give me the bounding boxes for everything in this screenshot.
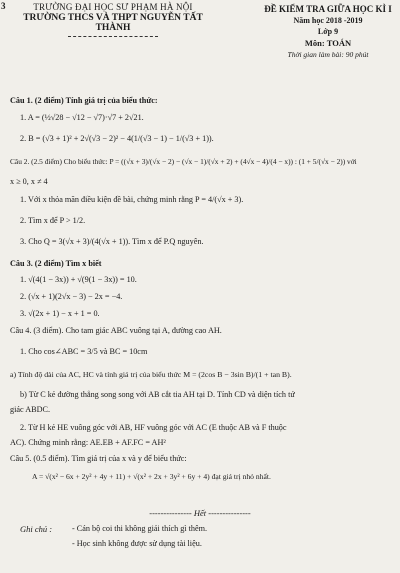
- grade-label: Lớp 9: [317, 27, 339, 36]
- question-2-condition: x ≥ 0, x ≠ 4: [10, 177, 48, 186]
- question-2-part-3: 3. Cho Q = 3(√x + 3)/(4(√x + 1)). Tìm x để P.Q nguyên.: [20, 237, 204, 246]
- question-2-title: Câu 2. (2.5 điểm) Cho biểu thức: P = ((√x + 3)/(√x − 2) − (√x − 1)/(√x + 2) + (4√x − 4)/(4 − x)) : (1 + 5/(√x − 2)) với: [10, 157, 357, 166]
- question-4-title: Câu 4. (3 điểm). Cho tam giác ABC vuông tại A, đường cao AH.: [10, 326, 222, 335]
- question-4-part-1b-cont: giác ABDC.: [10, 405, 51, 414]
- duration-label: Thời gian làm bài: 90 phút: [287, 50, 369, 59]
- question-4-part-1a: a) Tính độ dài của AC, HC và tính giá trị của biểu thức M = (2cos B − 3sin B)/(1 + tan B).: [10, 370, 292, 379]
- question-2-part-2: 2. Tìm x để P > 1/2.: [20, 216, 86, 225]
- exam-header: [258, 4, 398, 59]
- question-5-expression: A = √(x² − 6x + 2y² + 4y + 11) + √(x² + 2x + 3y² + 6y + 4) đạt giá trị nhỏ nhất.: [32, 472, 271, 481]
- corner-mark: 3: [1, 1, 6, 11]
- question-3-part-2: 2. (√x + 1)(2√x − 3) − 2x = −4.: [20, 292, 123, 301]
- school-header: [8, 2, 218, 37]
- question-5-title: Câu 5. (0.5 điểm). Tìm giá trị của x và y để biểu thức:: [10, 454, 187, 463]
- question-4-part-1b: b) Từ C kẻ đường thẳng song song với AB cắt tia AH tại D. Tính CD và diện tích tứ: [20, 390, 295, 399]
- university-name: TRƯỜNG ĐẠI HỌC SƯ PHẠM HÀ NỘI: [33, 2, 193, 12]
- exam-title: ĐỀ KIỂM TRA GIỮA HỌC KÌ I: [264, 4, 392, 14]
- note-item: - Học sinh không được sử dụng tài liệu.: [72, 539, 202, 548]
- end-marker: --------------- Hết ---------------: [149, 508, 251, 518]
- question-3-part-1: 1. √(4(1 − 3x)) + √(9(1 − 3x)) = 10.: [20, 275, 137, 284]
- note-item: - Cán bộ coi thi không giải thích gì thêm.: [72, 524, 208, 533]
- question-4-part-1: 1. Cho cos∠ABC = 3/5 và BC = 10cm: [20, 347, 148, 356]
- question-1-title: Câu 1. (2 điểm) Tính giá trị của biểu thức:: [10, 96, 158, 105]
- question-1-part-2: 2. B = (√3 + 1)² + 2√(√3 − 2)² − 4(1/(√3 − 1) − 1/(√3 + 1)).: [20, 134, 214, 143]
- question-2-part-1: 1. Với x thỏa mãn điều kiện đề bài, chứng minh rằng P = 4/(√x + 3).: [20, 195, 244, 204]
- notes-label: Ghi chú :: [20, 524, 53, 534]
- school-name: TRƯỜNG THCS VÀ THPT NGUYỄN TẤT THÀNH: [23, 13, 203, 33]
- question-3-title: Câu 3. (2 điểm) Tìm x biết: [10, 259, 102, 268]
- school-year: Năm học 2018 -2019: [293, 16, 363, 25]
- subject-label: Môn: TOÁN: [304, 38, 352, 48]
- question-4-part-2: 2. Từ H kẻ HE vuông góc với AB, HF vuông góc với AC (E thuộc AB và F thuộc: [20, 423, 287, 432]
- header-divider: [68, 36, 158, 37]
- question-3-part-3: 3. √(2x + 1) − x + 1 = 0.: [20, 309, 100, 318]
- question-1-part-1: 1. A = (½√28 − √12 − √7)·√7 + 2√21.: [20, 113, 144, 122]
- question-4-part-2-cont: AC). Chứng minh rằng: AE.EB + AF.FC = AH²: [10, 438, 166, 447]
